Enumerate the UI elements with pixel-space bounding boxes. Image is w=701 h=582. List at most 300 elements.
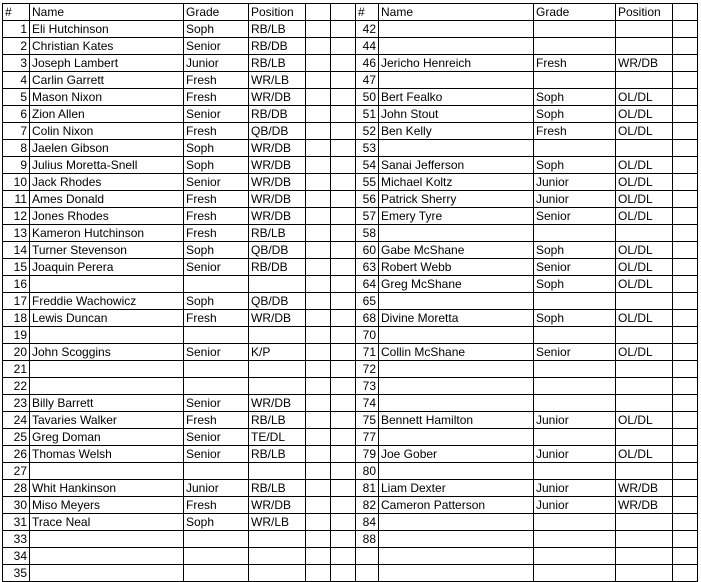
table-row [3, 412, 698, 429]
player-number: 9 [3, 157, 30, 174]
player-grade: Soph [184, 242, 249, 259]
empty-cell [306, 361, 331, 378]
empty-cell [331, 293, 356, 310]
player-position [249, 463, 306, 480]
empty-cell [306, 174, 331, 191]
table-row [3, 293, 698, 310]
empty-cell [306, 4, 331, 21]
player-grade: Senior [184, 344, 249, 361]
empty-cell [331, 378, 356, 395]
empty-cell [673, 157, 698, 174]
player-grade: Senior [184, 259, 249, 276]
empty-cell [673, 497, 698, 514]
empty-cell [331, 140, 356, 157]
player-name [379, 140, 534, 157]
empty-cell [331, 327, 356, 344]
player-grade: Senior [184, 38, 249, 55]
player-grade [184, 327, 249, 344]
player-position: WR/DB [249, 395, 306, 412]
player-position [616, 463, 673, 480]
player-name: Liam Dexter [379, 480, 534, 497]
player-grade: Soph [534, 242, 616, 259]
empty-cell [331, 259, 356, 276]
player-position: RB/LB [249, 480, 306, 497]
player-number: 2 [3, 38, 30, 55]
player-grade: Junior [534, 446, 616, 463]
player-grade: Junior [184, 480, 249, 497]
table-row [3, 480, 698, 497]
player-grade [534, 225, 616, 242]
player-name: Tavaries Walker [30, 412, 184, 429]
header-row [3, 4, 698, 21]
empty-cell [673, 327, 698, 344]
player-number: 23 [3, 395, 30, 412]
empty-cell [673, 4, 698, 21]
player-number: 35 [3, 565, 30, 582]
player-grade: Fresh [184, 497, 249, 514]
player-grade [184, 378, 249, 395]
player-name: Trace Neal [30, 514, 184, 531]
empty-cell [673, 446, 698, 463]
player-number: 88 [356, 531, 379, 548]
player-name: Julius Moretta-Snell [30, 157, 184, 174]
player-number: 1 [3, 21, 30, 38]
player-name: Gabe McShane [379, 242, 534, 259]
player-number: 4 [3, 72, 30, 89]
table-row [3, 548, 698, 565]
table-row [3, 497, 698, 514]
player-position [249, 548, 306, 565]
table-row [3, 157, 698, 174]
player-name: Lewis Duncan [30, 310, 184, 327]
table-row [3, 72, 698, 89]
empty-cell [331, 514, 356, 531]
empty-cell [673, 429, 698, 446]
empty-cell [331, 361, 356, 378]
player-number: 81 [356, 480, 379, 497]
player-position: OL/DL [616, 89, 673, 106]
player-grade: Junior [534, 497, 616, 514]
player-grade [534, 548, 616, 565]
empty-cell [331, 395, 356, 412]
player-position [616, 548, 673, 565]
player-number: 56 [356, 191, 379, 208]
player-name: Colin Nixon [30, 123, 184, 140]
empty-cell [331, 208, 356, 225]
player-grade: Senior [184, 106, 249, 123]
player-grade: Fresh [184, 123, 249, 140]
player-grade: Soph [534, 157, 616, 174]
player-position: QB/DB [249, 123, 306, 140]
empty-cell [306, 140, 331, 157]
player-position: K/P [249, 344, 306, 361]
empty-cell [306, 327, 331, 344]
empty-cell [306, 225, 331, 242]
empty-cell [673, 38, 698, 55]
player-position: OL/DL [616, 259, 673, 276]
player-number: 58 [356, 225, 379, 242]
player-number: 80 [356, 463, 379, 480]
empty-cell [306, 480, 331, 497]
player-position: TE/DL [249, 429, 306, 446]
player-grade: Fresh [184, 225, 249, 242]
player-name: Patrick Sherry [379, 191, 534, 208]
player-grade [534, 395, 616, 412]
player-name: Joe Gober [379, 446, 534, 463]
empty-cell [331, 480, 356, 497]
player-position [249, 361, 306, 378]
table-row [3, 106, 698, 123]
empty-cell [673, 191, 698, 208]
player-number [356, 548, 379, 565]
empty-cell [673, 21, 698, 38]
table-row [3, 378, 698, 395]
empty-cell [331, 157, 356, 174]
player-number: 13 [3, 225, 30, 242]
player-position: OL/DL [616, 174, 673, 191]
player-number: 14 [3, 242, 30, 259]
player-position [616, 514, 673, 531]
player-number: 72 [356, 361, 379, 378]
player-position: OL/DL [616, 276, 673, 293]
player-name [30, 548, 184, 565]
player-position [616, 361, 673, 378]
table-row [3, 242, 698, 259]
empty-cell [673, 412, 698, 429]
player-position [616, 531, 673, 548]
header-name-right: Name [379, 4, 534, 21]
empty-cell [306, 293, 331, 310]
player-number: 26 [3, 446, 30, 463]
player-position [616, 225, 673, 242]
table-row [3, 89, 698, 106]
empty-cell [306, 463, 331, 480]
player-number: 52 [356, 123, 379, 140]
player-grade: Soph [184, 21, 249, 38]
player-name [379, 395, 534, 412]
player-name: Turner Stevenson [30, 242, 184, 259]
player-number: 42 [356, 21, 379, 38]
player-grade: Senior [184, 174, 249, 191]
player-grade: Junior [534, 174, 616, 191]
player-name: Sanai Jefferson [379, 157, 534, 174]
player-number: 44 [356, 38, 379, 55]
empty-cell [331, 497, 356, 514]
player-name: Thomas Welsh [30, 446, 184, 463]
table-row [3, 259, 698, 276]
player-number: 21 [3, 361, 30, 378]
header-grade-left: Grade [184, 4, 249, 21]
empty-cell [306, 106, 331, 123]
player-grade: Fresh [184, 89, 249, 106]
player-name [30, 361, 184, 378]
player-name: Miso Meyers [30, 497, 184, 514]
empty-cell [331, 446, 356, 463]
empty-cell [673, 361, 698, 378]
player-grade [534, 531, 616, 548]
player-number: 15 [3, 259, 30, 276]
player-number: 17 [3, 293, 30, 310]
player-grade [534, 361, 616, 378]
player-number: 20 [3, 344, 30, 361]
player-number: 53 [356, 140, 379, 157]
player-name: Greg McShane [379, 276, 534, 293]
player-number: 22 [3, 378, 30, 395]
player-name [379, 514, 534, 531]
player-position [616, 21, 673, 38]
player-position: OL/DL [616, 310, 673, 327]
player-grade: Fresh [534, 55, 616, 72]
empty-cell [306, 89, 331, 106]
empty-cell [673, 123, 698, 140]
player-name [379, 565, 534, 582]
player-grade [184, 276, 249, 293]
player-grade: Junior [184, 55, 249, 72]
player-grade [184, 361, 249, 378]
player-grade: Senior [184, 446, 249, 463]
empty-cell [673, 514, 698, 531]
player-position [616, 38, 673, 55]
empty-cell [306, 497, 331, 514]
table-row [3, 38, 698, 55]
empty-cell [306, 38, 331, 55]
player-grade: Senior [534, 344, 616, 361]
player-number: 82 [356, 497, 379, 514]
empty-cell [673, 293, 698, 310]
table-row [3, 565, 698, 582]
player-number: 5 [3, 89, 30, 106]
player-name [379, 293, 534, 310]
player-grade [534, 72, 616, 89]
player-name [379, 327, 534, 344]
empty-cell [331, 463, 356, 480]
empty-cell [306, 191, 331, 208]
player-number: 25 [3, 429, 30, 446]
player-position [616, 565, 673, 582]
empty-cell [331, 276, 356, 293]
player-number: 79 [356, 446, 379, 463]
player-number: 6 [3, 106, 30, 123]
empty-cell [673, 259, 698, 276]
player-grade: Senior [534, 259, 616, 276]
player-position: OL/DL [616, 446, 673, 463]
player-position: WR/LB [249, 72, 306, 89]
player-name: Billy Barrett [30, 395, 184, 412]
empty-cell [331, 21, 356, 38]
player-name [30, 565, 184, 582]
player-position: QB/DB [249, 242, 306, 259]
player-grade [184, 531, 249, 548]
player-grade: Fresh [184, 191, 249, 208]
empty-cell [673, 72, 698, 89]
player-position: WR/DB [616, 497, 673, 514]
player-name: Emery Tyre [379, 208, 534, 225]
player-name [379, 531, 534, 548]
player-position: WR/DB [249, 208, 306, 225]
empty-cell [331, 123, 356, 140]
player-grade: Junior [534, 191, 616, 208]
player-grade [534, 293, 616, 310]
player-position: OL/DL [616, 191, 673, 208]
player-number: 70 [356, 327, 379, 344]
empty-cell [673, 395, 698, 412]
player-name [379, 21, 534, 38]
player-grade: Soph [534, 310, 616, 327]
empty-cell [306, 378, 331, 395]
empty-cell [673, 531, 698, 548]
player-position: OL/DL [616, 242, 673, 259]
player-number: 7 [3, 123, 30, 140]
table-row [3, 123, 698, 140]
player-number: 11 [3, 191, 30, 208]
table-row [3, 191, 698, 208]
table-row [3, 174, 698, 191]
player-grade: Fresh [184, 310, 249, 327]
player-grade [534, 565, 616, 582]
player-grade [184, 565, 249, 582]
player-position: WR/DB [249, 157, 306, 174]
player-position: OL/DL [616, 412, 673, 429]
player-position: OL/DL [616, 123, 673, 140]
player-name [30, 276, 184, 293]
player-name: Joaquin Perera [30, 259, 184, 276]
empty-cell [306, 412, 331, 429]
empty-cell [306, 565, 331, 582]
player-number: 54 [356, 157, 379, 174]
player-number: 27 [3, 463, 30, 480]
player-grade [534, 38, 616, 55]
roster-table [2, 3, 698, 582]
player-grade [184, 463, 249, 480]
player-grade [534, 429, 616, 446]
player-position: WR/DB [616, 480, 673, 497]
player-name: Bert Fealko [379, 89, 534, 106]
player-grade [534, 140, 616, 157]
header-position-right: Position [616, 4, 673, 21]
empty-cell [331, 242, 356, 259]
player-position: OL/DL [616, 208, 673, 225]
player-number: 10 [3, 174, 30, 191]
player-name [30, 463, 184, 480]
player-position: RB/LB [249, 55, 306, 72]
table-row [3, 310, 698, 327]
player-position: OL/DL [616, 344, 673, 361]
player-number: 51 [356, 106, 379, 123]
player-grade: Soph [534, 276, 616, 293]
player-position: WR/LB [249, 514, 306, 531]
empty-cell [306, 55, 331, 72]
player-name: Christian Kates [30, 38, 184, 55]
player-name: Carlin Garrett [30, 72, 184, 89]
table-row [3, 361, 698, 378]
table-row [3, 21, 698, 38]
player-position: WR/DB [616, 55, 673, 72]
table-row [3, 327, 698, 344]
empty-cell [306, 276, 331, 293]
player-number: 3 [3, 55, 30, 72]
player-position [249, 327, 306, 344]
player-number [356, 565, 379, 582]
player-name [379, 225, 534, 242]
player-grade: Soph [184, 514, 249, 531]
empty-cell [306, 395, 331, 412]
player-position [616, 429, 673, 446]
player-position: RB/LB [249, 446, 306, 463]
player-grade [534, 21, 616, 38]
player-number: 57 [356, 208, 379, 225]
table-row [3, 344, 698, 361]
player-number: 55 [356, 174, 379, 191]
player-position: RB/LB [249, 225, 306, 242]
empty-cell [673, 565, 698, 582]
header-num-left: # [3, 4, 30, 21]
empty-cell [331, 72, 356, 89]
player-grade: Fresh [534, 123, 616, 140]
empty-cell [673, 276, 698, 293]
player-name: Kameron Hutchinson [30, 225, 184, 242]
player-position [616, 395, 673, 412]
empty-cell [673, 463, 698, 480]
player-number: 12 [3, 208, 30, 225]
player-number: 75 [356, 412, 379, 429]
player-position [249, 276, 306, 293]
table-row [3, 225, 698, 242]
player-name: Jaelen Gibson [30, 140, 184, 157]
empty-cell [306, 259, 331, 276]
player-name [379, 548, 534, 565]
player-grade: Fresh [184, 208, 249, 225]
player-grade [534, 378, 616, 395]
player-grade [534, 463, 616, 480]
player-name [379, 38, 534, 55]
player-number: 65 [356, 293, 379, 310]
empty-cell [331, 106, 356, 123]
empty-cell [306, 548, 331, 565]
empty-cell [306, 123, 331, 140]
player-name: Ben Kelly [379, 123, 534, 140]
player-grade: Soph [184, 140, 249, 157]
header-position-left: Position [249, 4, 306, 21]
empty-cell [673, 55, 698, 72]
player-position: RB/LB [249, 412, 306, 429]
player-name: Eli Hutchinson [30, 21, 184, 38]
player-name: Divine Moretta [379, 310, 534, 327]
player-name: Freddie Wachowicz [30, 293, 184, 310]
player-name: Whit Hankinson [30, 480, 184, 497]
player-position: WR/DB [249, 89, 306, 106]
player-grade [534, 514, 616, 531]
player-position [616, 378, 673, 395]
empty-cell [306, 514, 331, 531]
empty-cell [331, 225, 356, 242]
player-grade: Soph [534, 106, 616, 123]
header-grade-right: Grade [534, 4, 616, 21]
table-row [3, 429, 698, 446]
empty-cell [306, 208, 331, 225]
player-number: 74 [356, 395, 379, 412]
empty-cell [306, 157, 331, 174]
player-name: Michael Koltz [379, 174, 534, 191]
player-number: 84 [356, 514, 379, 531]
player-number: 46 [356, 55, 379, 72]
empty-cell [331, 429, 356, 446]
player-position: WR/DB [249, 174, 306, 191]
player-name: Collin McShane [379, 344, 534, 361]
player-grade: Soph [184, 157, 249, 174]
empty-cell [331, 344, 356, 361]
player-number: 63 [356, 259, 379, 276]
player-name [30, 531, 184, 548]
